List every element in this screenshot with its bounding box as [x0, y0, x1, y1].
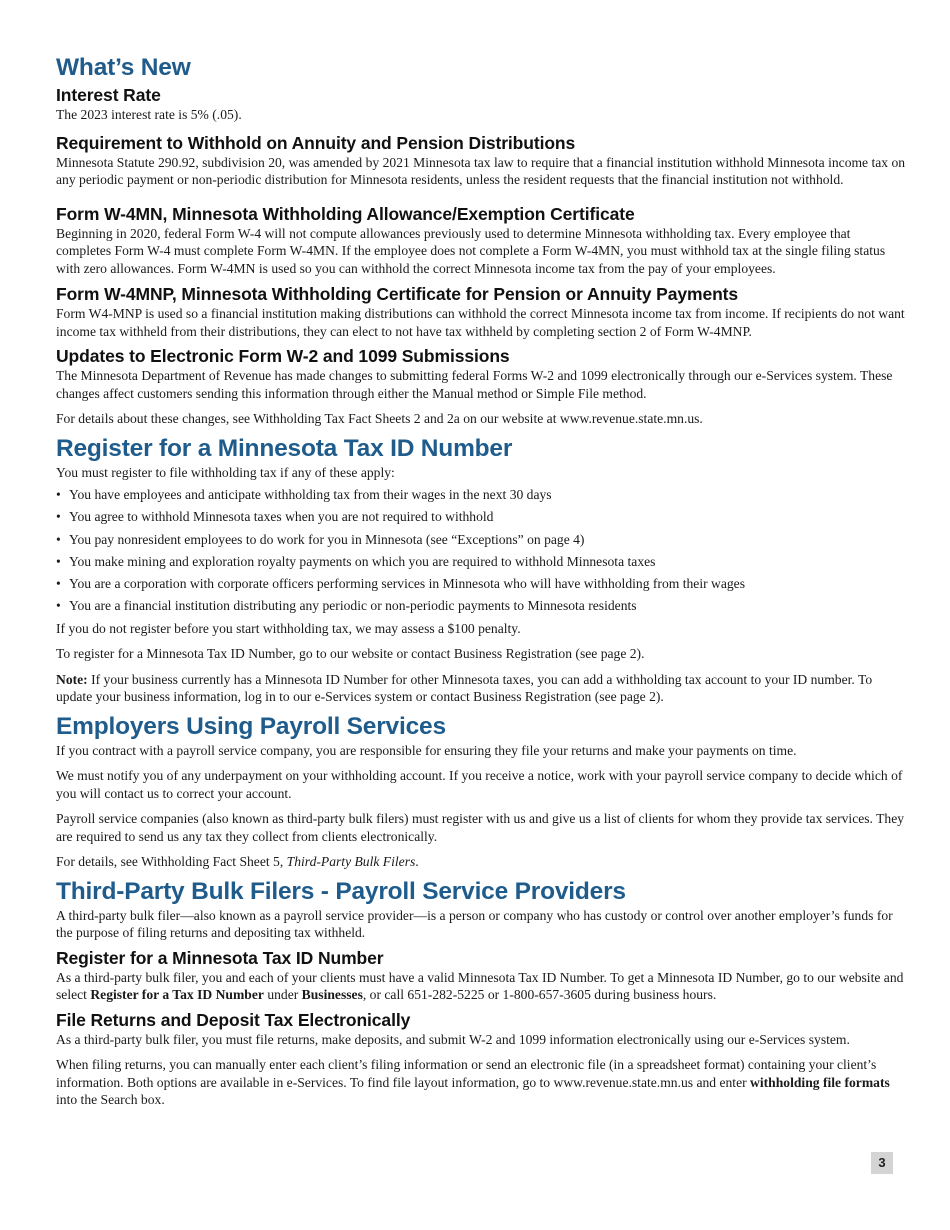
bullet-icon: • — [56, 553, 61, 569]
file-returns-text-1: As a third-party bulk filer, you must file returns, make deposits, and submit W-2 and 1099 information electronically using our e-Services system. — [56, 1031, 850, 1047]
w4mnp-text: Form W4-MNP is used so a financial institution making distributions can withhold the correct Minnesota income tax from income. If recipients do not want income tax withheld from their distributions, they can elect to not have tax withheld by completing section 2 of Form W-4MNP. — [56, 306, 905, 339]
bullet-icon: • — [56, 531, 61, 547]
w4mnp-heading: Form W-4MNP, Minnesota Withholding Certificate for Pension or Annuity Payments — [56, 284, 739, 304]
note-label: Note: — [56, 671, 88, 687]
payroll-text-3: Payroll service companies (also known as third-party bulk filers) must register with us and give us a list of clients for whom they provide tax services. They are required to send us any tax they collect from clients electronically. — [56, 811, 905, 844]
payroll-text-4: For details, see Withholding Fact Sheet 5, Third-Party Bulk Filers. — [56, 854, 419, 870]
register-bullet-list — [56, 486, 908, 615]
page-number: 3 — [871, 1152, 893, 1174]
register-note: Note: If your business currently has a Minnesota ID Number for other Minnesota taxes, you can add a withholding tax account to your ID number. To update your business information, log in to our e-Services system or contact Business Registration (see page 2). — [56, 671, 873, 705]
payroll-text-1: If you contract with a payroll service company, you are responsible for ensuring they file your returns and make your payments on time. — [56, 742, 797, 758]
list-item: • You pay nonresident employees to do work for you in Minnesota (see “Exceptions” on page 4) — [56, 531, 585, 547]
bulk-register-text: As a third-party bulk filer, you and each of your clients must have a valid Minnesota Tax ID Number. To get a Minnesota ID Number, go to our website and select Register for a Tax ID Number under Businesses, or call 651-282-5225 or 1-800-657-3605 during business hours. — [56, 969, 904, 1003]
w4mn-text: Beginning in 2020, federal Form W-4 will not compute allowances previously used to determine Minnesota withholding tax. Every employee that completes Form W-4 must complete Form W-4MN. If the employee does not complete a Form W-4MN, you must withhold tax at the single filing status with zero allowances. Form W-4MN is used so you can withhold the correct Minnesota income tax from the pay of your employees. — [56, 225, 886, 276]
list-item: • You have employees and anticipate withholding tax from their wages in the next 30 days — [56, 487, 552, 502]
w4mn-heading: Form W-4MN, Minnesota Withholding Allowance/Exemption Certificate — [56, 203, 635, 224]
list-item: • You are a corporation with corporate officers performing services in Minnesota who will have withholding from their wages — [56, 576, 745, 592]
file-returns-text-2: When filing returns, you can manually enter each client’s filing information or send an electronic file (in a spreadsheet format) containing your client’s information. Both options are available in e-Services. To find file layout information, go to www.revenue.state.mn.us and enter withholding file formats into the Search box. — [56, 1057, 890, 1108]
interest-rate-text: The 2023 interest rate is 5% (.05). — [56, 107, 242, 122]
payroll-title: Employers Using Payroll Services — [56, 712, 446, 740]
annuity-heading: Requirement to Withhold on Annuity and Pension Distributions — [56, 132, 576, 153]
whats-new-title: What’s New — [56, 54, 191, 81]
bulk-filers-intro: A third-party bulk filer—also known as a payroll service provider—is a person or company who has custody or control over another employer’s funds for the purpose of filing returns and depositing tax withheld. — [56, 907, 893, 941]
register-how: To register for a Minnesota Tax ID Number, go to our website or contact Business Registration (see page 2). — [56, 646, 645, 662]
bullet-icon: • — [56, 487, 61, 502]
bullet-icon: • — [56, 598, 61, 614]
bulk-filers-title: Third-Party Bulk Filers - Payroll Service Providers — [56, 877, 626, 905]
list-item: • You are a financial institution distributing any periodic or non-periodic payments to Minnesota residents — [56, 598, 637, 614]
register-title: Register for a Minnesota Tax ID Number — [56, 434, 513, 462]
list-item: • You agree to withhold Minnesota taxes when you are not required to withhold — [56, 509, 494, 525]
w2-updates-text-1: The Minnesota Department of Revenue has made changes to submitting federal Forms W-2 and 1099 electronically through our e-Services system. These changes affect customers sending this information through either the Manual method or Simple File method. — [56, 368, 893, 401]
annuity-text: Minnesota Statute 290.92, subdivision 20, was amended by 2021 Minnesota tax law to require that a financial institution withhold Minnesota income tax on any periodic payment or non-periodic distribution for Minnesota residents, unless the resident requests that the financial institution not withhold. — [56, 154, 906, 187]
bullet-icon: • — [56, 576, 61, 592]
file-returns-heading: File Returns and Deposit Tax Electronically — [56, 1009, 411, 1030]
bulk-register-heading: Register for a Minnesota Tax ID Number — [56, 947, 384, 968]
w2-updates-heading: Updates to Electronic Form W-2 and 1099 Submissions — [56, 346, 510, 366]
interest-rate-heading: Interest Rate — [56, 85, 161, 105]
document-page — [56, 52, 908, 1109]
register-intro: You must register to file withholding tax if any of these apply: — [56, 464, 395, 480]
payroll-text-2: We must notify you of any underpayment on your withholding account. If you receive a notice, work with your payroll service company to decide which of you will contact us to correct your account. — [56, 768, 903, 801]
list-item: • You make mining and exploration royalty payments on which you are required to withhold Minnesota taxes — [56, 553, 656, 569]
w2-updates-text-2: For details about these changes, see Withholding Tax Fact Sheets 2 and 2a on our website at www.revenue.state.mn.us. — [56, 411, 703, 426]
bullet-icon: • — [56, 509, 61, 525]
register-penalty: If you do not register before you start withholding tax, we may assess a $100 penalty. — [56, 620, 521, 636]
